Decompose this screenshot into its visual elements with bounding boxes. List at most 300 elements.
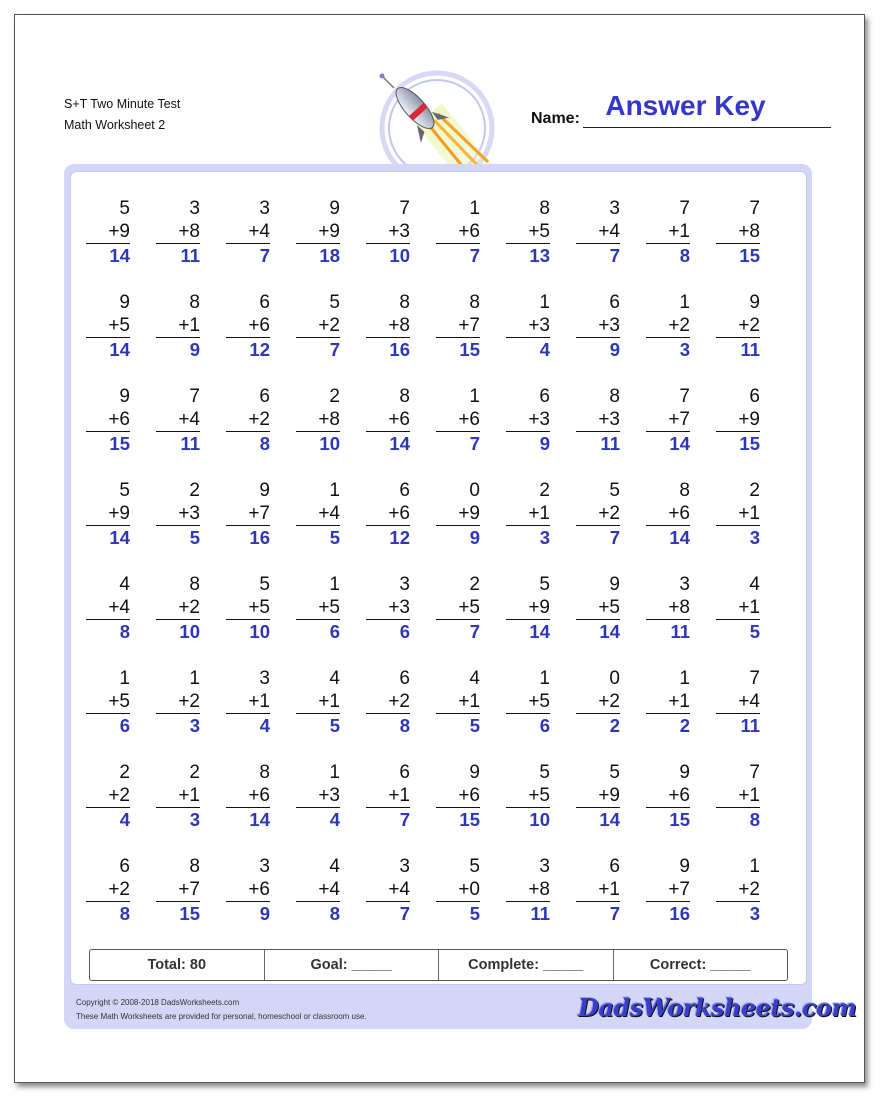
problem-top-number: 6 xyxy=(119,856,130,877)
copyright-text: Copyright © 2008-2018 DadsWorksheets.com xyxy=(76,998,240,1007)
problem-answer: 16 xyxy=(669,903,690,924)
problem-top-number: 7 xyxy=(189,386,200,407)
problem-addend: +8 xyxy=(296,408,340,432)
problem-top-number: 9 xyxy=(119,386,130,407)
problem-answer: 6 xyxy=(119,715,130,736)
problem-top-number: 5 xyxy=(259,574,270,595)
problem xyxy=(296,855,340,925)
problem xyxy=(156,479,200,549)
problem-addend: +8 xyxy=(506,878,550,902)
problem xyxy=(716,667,760,737)
problem-addend: +4 xyxy=(296,502,340,526)
correct-field: Correct: _____ xyxy=(649,957,751,973)
problem-addend: +6 xyxy=(366,502,410,526)
problem-top-number: 3 xyxy=(399,574,410,595)
problem-top-number: 8 xyxy=(189,574,200,595)
problem xyxy=(226,385,270,455)
problem-addend: +2 xyxy=(576,502,620,526)
problem-top-number: 6 xyxy=(259,292,270,313)
problem xyxy=(576,761,620,831)
problem xyxy=(646,479,690,549)
problem-addend: +6 xyxy=(226,878,270,902)
problem-answer: 15 xyxy=(669,809,690,830)
problem-top-number: 8 xyxy=(259,762,270,783)
problem-top-number: 1 xyxy=(329,574,340,595)
answer-key-heading: Answer Key xyxy=(605,90,766,121)
problem-answer: 14 xyxy=(599,621,620,642)
problem xyxy=(366,573,410,643)
problem-answer: 5 xyxy=(469,715,480,736)
problem-addend: +6 xyxy=(226,784,270,808)
problem-top-number: 4 xyxy=(329,856,340,877)
problem xyxy=(716,291,760,361)
problem-answer: 7 xyxy=(259,245,270,266)
problem-addend: +8 xyxy=(646,596,690,620)
problem-top-number: 4 xyxy=(749,574,760,595)
problem xyxy=(646,761,690,831)
problem-addend: +6 xyxy=(436,784,480,808)
problem-addend: +4 xyxy=(296,878,340,902)
problem-addend: +4 xyxy=(366,878,410,902)
problem-top-number: 1 xyxy=(539,668,550,689)
problem-addend: +1 xyxy=(576,878,620,902)
problem-answer: 7 xyxy=(609,245,620,266)
problem-addend: +3 xyxy=(506,408,550,432)
problem-top-number: 2 xyxy=(539,480,550,501)
problem-addend: +4 xyxy=(576,220,620,244)
problem-top-number: 9 xyxy=(679,762,690,783)
problem xyxy=(366,385,410,455)
problem-addend: +0 xyxy=(436,878,480,902)
problem xyxy=(86,479,130,549)
problem xyxy=(296,761,340,831)
problem-answer: 15 xyxy=(739,245,760,266)
problem-top-number: 9 xyxy=(119,292,130,313)
problem-top-number: 1 xyxy=(539,292,550,313)
problem-answer: 4 xyxy=(119,809,130,830)
problem-addend: +7 xyxy=(226,502,270,526)
problem-top-number: 7 xyxy=(679,198,690,219)
problem-addend: +1 xyxy=(716,502,760,526)
problem-answer: 11 xyxy=(670,621,690,642)
problem-addend: +9 xyxy=(436,502,480,526)
problem-answer: 2 xyxy=(679,715,690,736)
problem xyxy=(86,385,130,455)
problem-top-number: 2 xyxy=(189,762,200,783)
problem-addend: +9 xyxy=(86,220,130,244)
problem-addend: +3 xyxy=(296,784,340,808)
problem-answer: 11 xyxy=(180,433,200,454)
problem xyxy=(576,479,620,549)
problem-answer: 9 xyxy=(259,903,270,924)
worksheet-subtitle: Math Worksheet 2 xyxy=(64,118,166,132)
dadsworksheets-logo: DadsWorksheets.com xyxy=(578,993,857,1022)
problem xyxy=(506,855,550,925)
problem-addend: +2 xyxy=(86,784,130,808)
problem-addend: +2 xyxy=(576,690,620,714)
worksheet-title: S+T Two Minute Test xyxy=(64,97,181,111)
problem-answer: 8 xyxy=(679,245,690,266)
problem-addend: +7 xyxy=(156,878,200,902)
problem xyxy=(226,855,270,925)
problem-top-number: 9 xyxy=(329,198,340,219)
problem-answer: 7 xyxy=(469,433,480,454)
problem-answer: 6 xyxy=(539,715,550,736)
problem-addend: +3 xyxy=(366,220,410,244)
problem xyxy=(436,385,480,455)
problem-answer: 3 xyxy=(189,715,200,736)
problem-answer: 14 xyxy=(669,433,690,454)
problem-addend: +3 xyxy=(506,314,550,338)
problem-top-number: 5 xyxy=(539,574,550,595)
problem-addend: +1 xyxy=(506,502,550,526)
problem xyxy=(576,855,620,925)
problem-addend: +7 xyxy=(646,878,690,902)
problem xyxy=(646,855,690,925)
problem-top-number: 3 xyxy=(539,856,550,877)
problem-addend: +9 xyxy=(716,408,760,432)
problem xyxy=(716,855,760,925)
problem-answer: 15 xyxy=(459,339,480,360)
problem xyxy=(576,385,620,455)
problem xyxy=(506,197,550,267)
problem xyxy=(506,385,550,455)
problem-top-number: 8 xyxy=(609,386,620,407)
problem-top-number: 3 xyxy=(679,574,690,595)
problem-answer: 15 xyxy=(739,433,760,454)
problem xyxy=(576,291,620,361)
problem-answer: 7 xyxy=(399,809,410,830)
problem-addend: +8 xyxy=(716,220,760,244)
problem xyxy=(436,761,480,831)
problem-top-number: 1 xyxy=(469,386,480,407)
problem xyxy=(156,291,200,361)
problem-top-number: 2 xyxy=(119,762,130,783)
problem-top-number: 9 xyxy=(749,292,760,313)
problem xyxy=(646,197,690,267)
problem xyxy=(296,573,340,643)
problem-answer: 5 xyxy=(189,527,200,548)
problem-addend: +2 xyxy=(716,314,760,338)
problem-answer: 14 xyxy=(529,621,550,642)
problem-top-number: 1 xyxy=(679,292,690,313)
problem xyxy=(646,667,690,737)
problem-top-number: 7 xyxy=(749,762,760,783)
problem-addend: +8 xyxy=(156,220,200,244)
problem-addend: +6 xyxy=(436,220,480,244)
problem-answer: 11 xyxy=(740,715,760,736)
problem-addend: +5 xyxy=(86,314,130,338)
problem xyxy=(716,761,760,831)
problem-top-number: 7 xyxy=(749,668,760,689)
problem xyxy=(156,573,200,643)
problem-answer: 16 xyxy=(249,527,270,548)
problem-addend: +3 xyxy=(156,502,200,526)
problem-top-number: 1 xyxy=(329,762,340,783)
problem xyxy=(716,385,760,455)
problem-answer: 12 xyxy=(389,527,410,548)
problem-top-number: 3 xyxy=(259,198,270,219)
problem-top-number: 2 xyxy=(189,480,200,501)
problem-answer: 5 xyxy=(469,903,480,924)
problem xyxy=(506,667,550,737)
usage-note: These Math Worksheets are provided for personal, homeschool or classroom use. xyxy=(76,1012,367,1021)
problem-top-number: 2 xyxy=(749,480,760,501)
problem-top-number: 6 xyxy=(749,386,760,407)
problem-top-number: 6 xyxy=(259,386,270,407)
problem xyxy=(226,197,270,267)
problem xyxy=(436,197,480,267)
problem-top-number: 5 xyxy=(329,292,340,313)
problem-addend: +5 xyxy=(506,690,550,714)
problem-answer: 10 xyxy=(389,245,410,266)
problem-addend: +1 xyxy=(436,690,480,714)
problem-top-number: 8 xyxy=(539,198,550,219)
problem-answer: 5 xyxy=(329,715,340,736)
problem-addend: +2 xyxy=(716,878,760,902)
problem-answer: 11 xyxy=(180,245,200,266)
problem-addend: +3 xyxy=(366,596,410,620)
problem-answer: 18 xyxy=(319,245,340,266)
problem-top-number: 8 xyxy=(189,856,200,877)
problem xyxy=(226,291,270,361)
goal-field: Goal: _____ xyxy=(265,950,440,980)
problem-answer: 8 xyxy=(749,809,760,830)
problem-answer: 4 xyxy=(329,809,340,830)
problem xyxy=(226,761,270,831)
problem-addend: +5 xyxy=(436,596,480,620)
name-line xyxy=(583,127,831,128)
problem xyxy=(366,197,410,267)
problem xyxy=(86,667,130,737)
problem-top-number: 5 xyxy=(609,762,620,783)
problem xyxy=(86,197,130,267)
problem xyxy=(436,479,480,549)
problem xyxy=(226,573,270,643)
problem-addend: +5 xyxy=(576,596,620,620)
problem xyxy=(366,291,410,361)
problem-addend: +5 xyxy=(506,220,550,244)
problem-addend: +9 xyxy=(506,596,550,620)
problem-answer: 8 xyxy=(259,433,270,454)
problem-answer: 9 xyxy=(189,339,200,360)
problem-top-number: 1 xyxy=(469,198,480,219)
problem xyxy=(716,573,760,643)
problem-addend: +6 xyxy=(436,408,480,432)
problem-answer: 7 xyxy=(469,621,480,642)
problem xyxy=(436,855,480,925)
problem-answer: 15 xyxy=(179,903,200,924)
problem-answer: 9 xyxy=(539,433,550,454)
problem xyxy=(86,761,130,831)
problem-top-number: 6 xyxy=(609,292,620,313)
problem-top-number: 4 xyxy=(329,668,340,689)
problem-top-number: 0 xyxy=(609,668,620,689)
problem xyxy=(646,573,690,643)
problem-answer: 13 xyxy=(529,245,550,266)
problem-answer: 14 xyxy=(109,245,130,266)
problem xyxy=(366,479,410,549)
problem-top-number: 5 xyxy=(119,480,130,501)
problem-top-number: 3 xyxy=(259,668,270,689)
problem xyxy=(646,291,690,361)
problem-answer: 4 xyxy=(259,715,270,736)
problem-answer: 5 xyxy=(749,621,760,642)
problem xyxy=(436,667,480,737)
problem-top-number: 4 xyxy=(469,668,480,689)
problem-addend: +6 xyxy=(646,784,690,808)
problem xyxy=(506,573,550,643)
problem-answer: 8 xyxy=(119,621,130,642)
problem-top-number: 6 xyxy=(399,668,410,689)
problem-addend: +1 xyxy=(716,784,760,808)
problem-addend: +1 xyxy=(226,690,270,714)
problem-answer: 14 xyxy=(669,527,690,548)
problem-addend: +2 xyxy=(646,314,690,338)
problem xyxy=(576,573,620,643)
problem xyxy=(296,291,340,361)
problem-answer: 14 xyxy=(599,809,620,830)
problem-addend: +6 xyxy=(366,408,410,432)
problem xyxy=(296,667,340,737)
problem-addend: +3 xyxy=(576,314,620,338)
problem xyxy=(646,385,690,455)
problem-addend: +5 xyxy=(296,596,340,620)
problem xyxy=(296,385,340,455)
problem-top-number: 8 xyxy=(189,292,200,313)
score-summary xyxy=(89,949,788,981)
problem-top-number: 3 xyxy=(259,856,270,877)
problem-top-number: 7 xyxy=(679,386,690,407)
problem-addend: +4 xyxy=(86,596,130,620)
problem-top-number: 7 xyxy=(749,198,760,219)
problem-answer: 5 xyxy=(329,527,340,548)
problem xyxy=(716,479,760,549)
problem xyxy=(436,573,480,643)
problem-top-number: 0 xyxy=(469,480,480,501)
problem-top-number: 8 xyxy=(399,292,410,313)
problem-top-number: 6 xyxy=(539,386,550,407)
problem xyxy=(366,855,410,925)
problem-addend: +1 xyxy=(156,314,200,338)
problem-top-number: 8 xyxy=(469,292,480,313)
problem-answer: 10 xyxy=(249,621,270,642)
problem-addend: +5 xyxy=(226,596,270,620)
problem-answer: 11 xyxy=(600,433,620,454)
problem-answer: 10 xyxy=(179,621,200,642)
problem-top-number: 1 xyxy=(119,668,130,689)
problem-addend: +7 xyxy=(646,408,690,432)
problem xyxy=(296,479,340,549)
problem-answer: 3 xyxy=(749,903,760,924)
problem xyxy=(506,291,550,361)
problem-answer: 3 xyxy=(539,527,550,548)
problem-answer: 2 xyxy=(609,715,620,736)
problem-answer: 14 xyxy=(249,809,270,830)
problem-addend: +6 xyxy=(226,314,270,338)
problem-addend: +8 xyxy=(366,314,410,338)
problem-answer: 3 xyxy=(679,339,690,360)
problem-addend: +1 xyxy=(296,690,340,714)
problem-addend: +2 xyxy=(226,408,270,432)
problem-addend: +2 xyxy=(296,314,340,338)
problem-top-number: 3 xyxy=(609,198,620,219)
problem-addend: +6 xyxy=(86,408,130,432)
problem-addend: +1 xyxy=(366,784,410,808)
problem-top-number: 8 xyxy=(679,480,690,501)
problem-top-number: 9 xyxy=(259,480,270,501)
problem-answer: 11 xyxy=(740,339,760,360)
problem xyxy=(366,761,410,831)
problem xyxy=(366,667,410,737)
problem-top-number: 9 xyxy=(469,762,480,783)
problem-addend: +3 xyxy=(576,408,620,432)
problem-answer: 3 xyxy=(749,527,760,548)
problem-addend: +1 xyxy=(716,596,760,620)
problem-addend: +1 xyxy=(156,784,200,808)
problem-addend: +9 xyxy=(576,784,620,808)
problem-addend: +5 xyxy=(86,690,130,714)
problem-answer: 7 xyxy=(399,903,410,924)
problem-top-number: 6 xyxy=(399,762,410,783)
problem xyxy=(86,855,130,925)
problem xyxy=(86,573,130,643)
problem-addend: +9 xyxy=(296,220,340,244)
problem xyxy=(156,385,200,455)
problem-addend: +6 xyxy=(646,502,690,526)
problem-top-number: 5 xyxy=(539,762,550,783)
problem-answer: 14 xyxy=(109,339,130,360)
problem-addend: +4 xyxy=(156,408,200,432)
problem-addend: +2 xyxy=(366,690,410,714)
problem-addend: +7 xyxy=(436,314,480,338)
problem xyxy=(576,667,620,737)
problem-answer: 6 xyxy=(329,621,340,642)
problem xyxy=(226,479,270,549)
problem-answer: 15 xyxy=(459,809,480,830)
problem xyxy=(86,291,130,361)
problem-answer: 9 xyxy=(609,339,620,360)
problem xyxy=(506,479,550,549)
problem-top-number: 1 xyxy=(749,856,760,877)
problem-top-number: 4 xyxy=(119,574,130,595)
problem-addend: +4 xyxy=(226,220,270,244)
problem-top-number: 5 xyxy=(119,198,130,219)
problem-top-number: 1 xyxy=(329,480,340,501)
problem-answer: 10 xyxy=(529,809,550,830)
problem xyxy=(576,197,620,267)
problem-top-number: 9 xyxy=(679,856,690,877)
problem xyxy=(156,855,200,925)
problem-addend: +2 xyxy=(156,690,200,714)
problem-top-number: 5 xyxy=(609,480,620,501)
problem-answer: 10 xyxy=(319,433,340,454)
problem-answer: 14 xyxy=(389,433,410,454)
problem-top-number: 3 xyxy=(189,198,200,219)
problem xyxy=(296,197,340,267)
problem-top-number: 1 xyxy=(679,668,690,689)
problem-top-number: 2 xyxy=(329,386,340,407)
problem xyxy=(156,667,200,737)
problem xyxy=(156,197,200,267)
problem-answer: 16 xyxy=(389,339,410,360)
problem xyxy=(436,291,480,361)
problem-answer: 15 xyxy=(109,433,130,454)
problem-answer: 4 xyxy=(539,339,550,360)
problem-addend: +2 xyxy=(86,878,130,902)
problem-top-number: 9 xyxy=(609,574,620,595)
problem-addend: +4 xyxy=(716,690,760,714)
